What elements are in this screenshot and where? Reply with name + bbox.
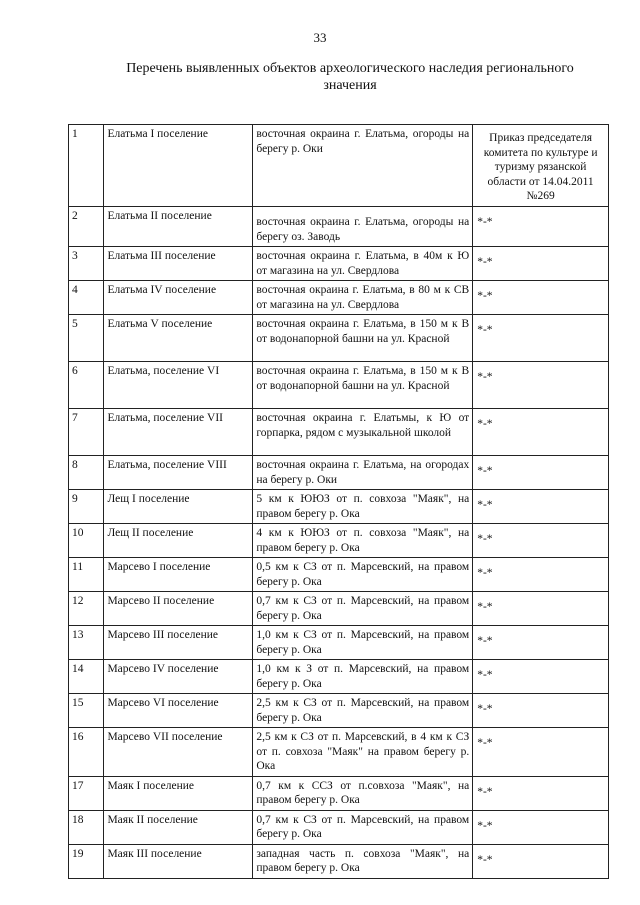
document-cell: *-* bbox=[473, 207, 609, 247]
document-cell: *-* bbox=[473, 558, 609, 592]
object-name-cell: Елатьма, поселение VIII bbox=[104, 456, 253, 490]
document-title-line-1: Перечень выявленных объектов археологического наследия регионального bbox=[126, 61, 574, 76]
document-cell: *-* bbox=[473, 592, 609, 626]
table-row bbox=[69, 592, 609, 626]
row-number-cell: 4 bbox=[69, 281, 104, 315]
document-cell: *-* bbox=[473, 660, 609, 694]
object-name-cell: Елатьма, поселение VI bbox=[104, 362, 253, 409]
location-cell: 4 км к ЮЮЗ от п. совхоза "Маяк", на правом берегу р. Ока bbox=[253, 524, 473, 558]
document-title-line-2: значения bbox=[323, 78, 377, 93]
table-row bbox=[69, 660, 609, 694]
object-name-cell: Лещ I поселение bbox=[104, 490, 253, 524]
row-number-cell: 14 bbox=[69, 660, 104, 694]
table-body bbox=[69, 125, 609, 879]
location-cell: 0,7 км к СЗ от п. Марсевский, на правом берегу р. Ока bbox=[253, 810, 473, 844]
row-number-cell: 7 bbox=[69, 409, 104, 456]
table-row bbox=[69, 456, 609, 490]
table-row bbox=[69, 558, 609, 592]
page-number: 33 bbox=[313, 30, 327, 45]
row-number-cell: 19 bbox=[69, 844, 104, 878]
document-cell: *-* bbox=[473, 490, 609, 524]
object-name-cell: Марсево II поселение bbox=[104, 592, 253, 626]
row-number-cell: 9 bbox=[69, 490, 104, 524]
location-cell: 1,0 км к З от п. Марсевский, на правом берегу р. Ока bbox=[253, 660, 473, 694]
table-row bbox=[69, 694, 609, 728]
row-number-cell: 1 bbox=[69, 125, 104, 207]
object-name-cell: Лещ II поселение bbox=[104, 524, 253, 558]
document-cell: *-* bbox=[473, 524, 609, 558]
table-row bbox=[69, 207, 609, 247]
row-number-cell: 17 bbox=[69, 776, 104, 810]
row-number-cell: 11 bbox=[69, 558, 104, 592]
row-number-cell: 8 bbox=[69, 456, 104, 490]
object-name-cell: Елатьма, поселение VII bbox=[104, 409, 253, 456]
location-cell: 0,7 км к ССЗ от п.совхоза "Маяк", на правом берегу р. Ока bbox=[253, 776, 473, 810]
document-cell: *-* bbox=[473, 409, 609, 456]
object-name-cell: Елатьма V поселение bbox=[104, 315, 253, 362]
location-cell: восточная окраина г. Елатьма, в 150 м к В от водонапорной башни на ул. Красной bbox=[253, 315, 473, 362]
object-name-cell: Марсево III поселение bbox=[104, 626, 253, 660]
object-name-cell: Марсево VI поселение bbox=[104, 694, 253, 728]
table-row bbox=[69, 315, 609, 362]
document-cell: *-* bbox=[473, 728, 609, 777]
row-number-cell: 12 bbox=[69, 592, 104, 626]
object-name-cell: Елатьма I поселение bbox=[104, 125, 253, 207]
table-row bbox=[69, 247, 609, 281]
row-number-cell: 18 bbox=[69, 810, 104, 844]
table-row bbox=[69, 728, 609, 777]
location-cell: восточная окраина г. Елатьма, огороды на берегу оз. Заводь bbox=[253, 207, 473, 247]
document-cell: *-* bbox=[473, 694, 609, 728]
location-cell: 2,5 км к СЗ от п. Марсевский, на правом берегу р. Ока bbox=[253, 694, 473, 728]
table-row bbox=[69, 844, 609, 878]
row-number-cell: 13 bbox=[69, 626, 104, 660]
location-cell: восточная окраина г. Елатьмы, к Ю от горпарка, рядом с музыкальной школой bbox=[253, 409, 473, 456]
object-name-cell: Маяк III поселение bbox=[104, 844, 253, 878]
table-row bbox=[69, 125, 609, 207]
location-cell: западная часть п. совхоза "Маяк", на правом берегу р. Ока bbox=[253, 844, 473, 878]
document-cell: *-* bbox=[473, 281, 609, 315]
table-row bbox=[69, 524, 609, 558]
location-cell: восточная окраина г. Елатьма, на огородах на берегу р. Оки bbox=[253, 456, 473, 490]
document-cell: *-* bbox=[473, 626, 609, 660]
table-row bbox=[69, 281, 609, 315]
table-row bbox=[69, 362, 609, 409]
document-cell: *-* bbox=[473, 315, 609, 362]
object-name-cell: Марсево IV поселение bbox=[104, 660, 253, 694]
location-cell: 1,0 км к СЗ от п. Марсевский, на правом берегу р. Ока bbox=[253, 626, 473, 660]
row-number-cell: 10 bbox=[69, 524, 104, 558]
object-name-cell: Марсево I поселение bbox=[104, 558, 253, 592]
document-cell: *-* bbox=[473, 844, 609, 878]
document-cell: *-* bbox=[473, 776, 609, 810]
object-name-cell: Марсево VII поселение bbox=[104, 728, 253, 777]
document-cell: *-* bbox=[473, 362, 609, 409]
table-row bbox=[69, 409, 609, 456]
location-cell: 0,7 км к СЗ от п. Марсевский, на правом берегу р. Ока bbox=[253, 592, 473, 626]
document-cell: Приказ председателя комитета по культуре и туризму рязанской области от 14.04.2011 №269 bbox=[473, 125, 609, 207]
row-number-cell: 15 bbox=[69, 694, 104, 728]
location-cell: восточная окраина г. Елатьма, в 40м к Ю от магазина на ул. Свердлова bbox=[253, 247, 473, 281]
row-number-cell: 5 bbox=[69, 315, 104, 362]
row-number-cell: 16 bbox=[69, 728, 104, 777]
object-name-cell: Маяк I поселение bbox=[104, 776, 253, 810]
object-name-cell: Елатьма III поселение bbox=[104, 247, 253, 281]
row-number-cell: 3 bbox=[69, 247, 104, 281]
document-cell: *-* bbox=[473, 247, 609, 281]
location-cell: 0,5 км к СЗ от п. Марсевский, на правом берегу р. Ока bbox=[253, 558, 473, 592]
object-name-cell: Елатьма IV поселение bbox=[104, 281, 253, 315]
heritage-objects-table bbox=[68, 124, 609, 879]
table-row bbox=[69, 776, 609, 810]
location-cell: восточная окраина г. Елатьма, огороды на берегу р. Оки bbox=[253, 125, 473, 207]
table-row bbox=[69, 490, 609, 524]
location-cell: восточная окраина г. Елатьма, в 150 м к В от водонапорной башни на ул. Красной bbox=[253, 362, 473, 409]
table-row bbox=[69, 810, 609, 844]
document-cell: *-* bbox=[473, 810, 609, 844]
object-name-cell: Маяк II поселение bbox=[104, 810, 253, 844]
row-number-cell: 2 bbox=[69, 207, 104, 247]
location-cell: восточная окраина г. Елатьма, в 80 м к СВ от магазина на ул. Свердлова bbox=[253, 281, 473, 315]
object-name-cell: Елатьма II поселение bbox=[104, 207, 253, 247]
row-number-cell: 6 bbox=[69, 362, 104, 409]
location-cell: 5 км к ЮЮЗ от п. совхоза "Маяк", на правом берегу р. Ока bbox=[253, 490, 473, 524]
location-cell: 2,5 км к СЗ от п. Марсевский, в 4 км к СЗ от п. совхоза "Маяк" на правом берегу р. Ока bbox=[253, 728, 473, 777]
document-cell: *-* bbox=[473, 456, 609, 490]
document-title bbox=[90, 60, 610, 94]
table-row bbox=[69, 626, 609, 660]
